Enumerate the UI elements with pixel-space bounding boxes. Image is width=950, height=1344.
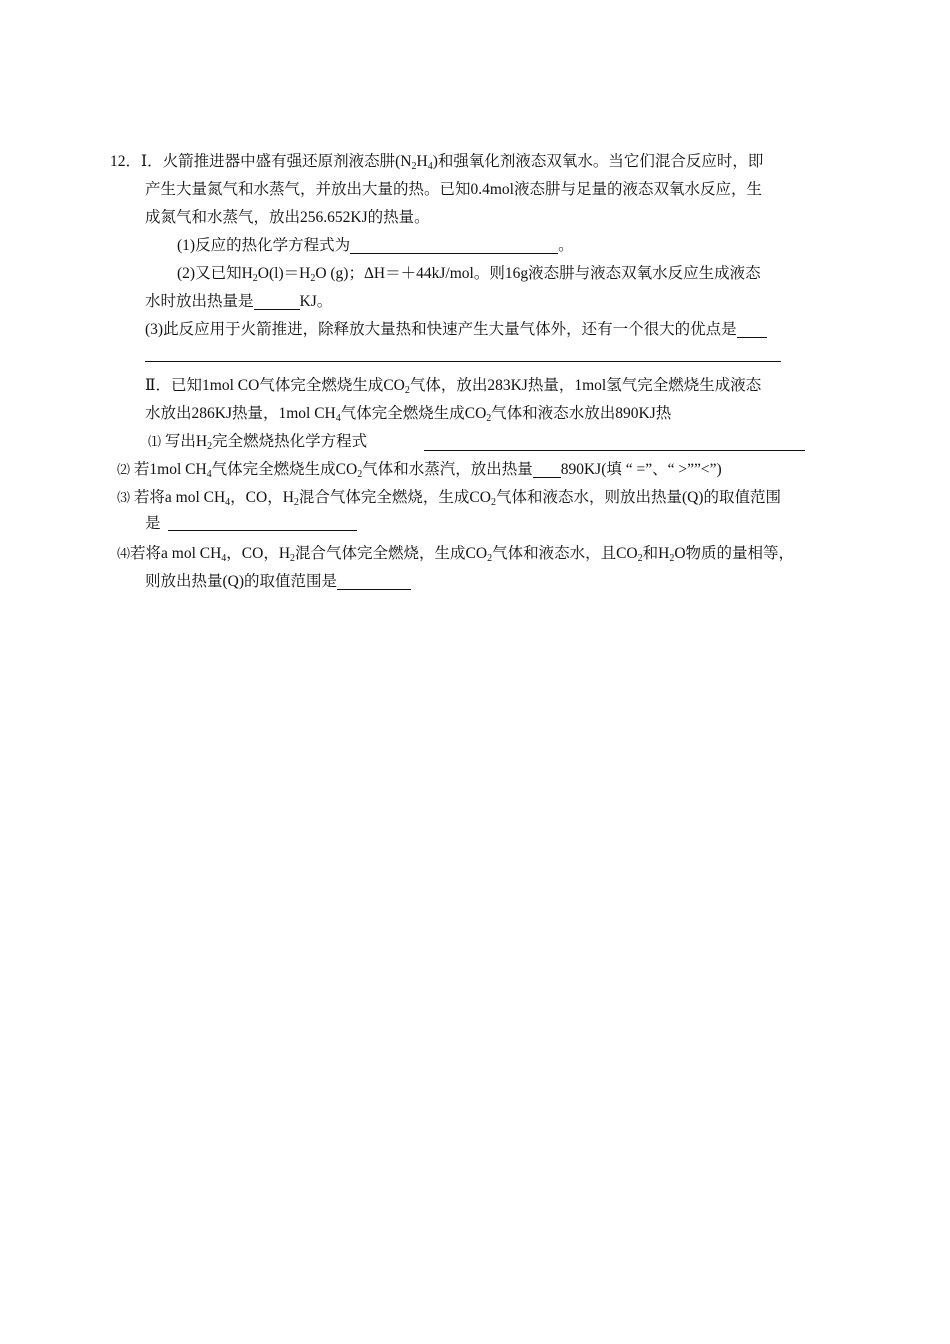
question-12-line-1 (110, 152, 763, 172)
subscript: 4 (335, 413, 341, 424)
text: 产生大量氮气和水蒸气，并放出大量的热。已知0.4mol液态肼与足量的液态双氧水反应，生 (145, 181, 762, 198)
subscript: 2 (411, 161, 417, 172)
subscript: 2 (252, 273, 258, 284)
part1-roman: Ⅰ． (141, 153, 163, 170)
part2-line-2 (145, 404, 671, 424)
text: 已知1mol CO气体完全燃烧生成CO (171, 377, 405, 394)
text: 水时放出热量是 (145, 293, 254, 310)
text: 气体，放出283KJ热量，1mol氢气完全燃烧生成液态 (409, 377, 762, 394)
text: 混合气体完全燃烧，生成CO (298, 489, 491, 506)
item-number: ⑵ (117, 462, 131, 477)
text: ，CO，H (226, 545, 291, 562)
text: 若将a mol CH (130, 489, 226, 506)
subscript: 4 (427, 161, 433, 172)
part2-q4-line-1 (117, 544, 794, 564)
answer-blank[interactable] (350, 237, 558, 254)
part1-q3 (145, 320, 767, 340)
text: 是 (145, 515, 161, 532)
text: 成氮气和水蒸气，放出256.652KJ的热量。 (145, 209, 430, 226)
text: 890KJ(填 “ =”、“ >””<”) (560, 461, 722, 478)
subscript: 2 (490, 497, 496, 508)
question-number: 12． (110, 153, 142, 170)
part2-roman: Ⅱ． (145, 377, 172, 394)
subscript: 2 (669, 553, 675, 564)
answer-blank[interactable] (254, 293, 300, 310)
part1-q2-line-1 (177, 264, 761, 284)
part2-q3-line-1 (117, 488, 781, 508)
subscript: 2 (293, 497, 299, 508)
subscript: 2 (487, 553, 493, 564)
text: ，CO，H (230, 489, 294, 506)
item-number: ⑶ (117, 490, 131, 505)
part2-q3-line-2 (145, 514, 161, 534)
text: 。 (558, 237, 574, 254)
text: (2)又已知H (177, 265, 253, 282)
text: KJ。 (299, 293, 333, 310)
part2-q4-line-2 (145, 572, 411, 592)
text: (1)反应的热化学方程式为 (177, 237, 351, 254)
text: (3)此反应用于火箭推进，除释放大量热和快速产生大量气体外，还有一个很大的优点是 (145, 321, 737, 338)
question-12-line-3 (145, 208, 430, 228)
text: 气体和液态水，则放出热量(Q)的取值范围 (495, 489, 781, 506)
text: 则放出热量(Q)的取值范围是 (145, 573, 338, 590)
text: 气体完全燃烧生成CO (340, 405, 487, 422)
text: O (g)；ΔH＝＋44kJ/mol。则16g液态肼与液态双氧水反应生成液态 (315, 265, 761, 282)
part2-q1 (148, 432, 367, 452)
subscript: 4 (221, 553, 227, 564)
part2-q2 (117, 460, 722, 480)
text: 写出H (161, 433, 208, 450)
part1-q2-line-2 (145, 292, 332, 312)
text: O物质的量相等， (674, 545, 795, 562)
text: 混合气体完全燃烧，生成CO (295, 545, 488, 562)
text: 完全燃烧热化学方程式 (212, 433, 368, 450)
text: 若将a mol CH (130, 545, 222, 562)
subscript: 2 (207, 441, 213, 452)
subscript: 2 (310, 273, 316, 284)
text: O(l)＝H (257, 265, 311, 282)
text: 水放出286KJ热量，1mol CH (145, 405, 336, 422)
text: 和H (642, 545, 670, 562)
answer-line[interactable] (424, 450, 805, 451)
question-12-line-2 (145, 180, 762, 200)
part1-q1 (177, 236, 574, 256)
text: 气体和液态水，且CO (492, 545, 638, 562)
subscript: 2 (290, 553, 296, 564)
text: 气体完全燃烧生成CO (211, 461, 358, 478)
subscript: 4 (225, 497, 231, 508)
subscript: 2 (357, 469, 363, 480)
item-number: ⑷ (117, 546, 131, 561)
answer-line[interactable] (168, 530, 357, 531)
answer-blank[interactable] (737, 321, 767, 338)
answer-blank[interactable] (533, 461, 561, 478)
subscript: 4 (206, 469, 212, 480)
answer-line[interactable] (145, 361, 781, 362)
text: H (416, 153, 428, 170)
answer-blank[interactable] (337, 573, 411, 590)
subscript: 2 (404, 385, 410, 396)
text: 气体和液态水放出890KJ热 (491, 405, 672, 422)
subscript: 2 (637, 553, 643, 564)
subscript: 2 (486, 413, 492, 424)
text: 火箭推进器中盛有强还原剂液态肼(N (162, 153, 412, 170)
text: )和强氧化剂液态双氧水。当它们混合反应时，即 (432, 153, 764, 170)
text: 气体和水蒸汽，放出热量 (362, 461, 533, 478)
item-number: ⑴ (148, 434, 162, 449)
text: 若1mol CH (130, 461, 207, 478)
part2-line-1 (145, 376, 761, 396)
